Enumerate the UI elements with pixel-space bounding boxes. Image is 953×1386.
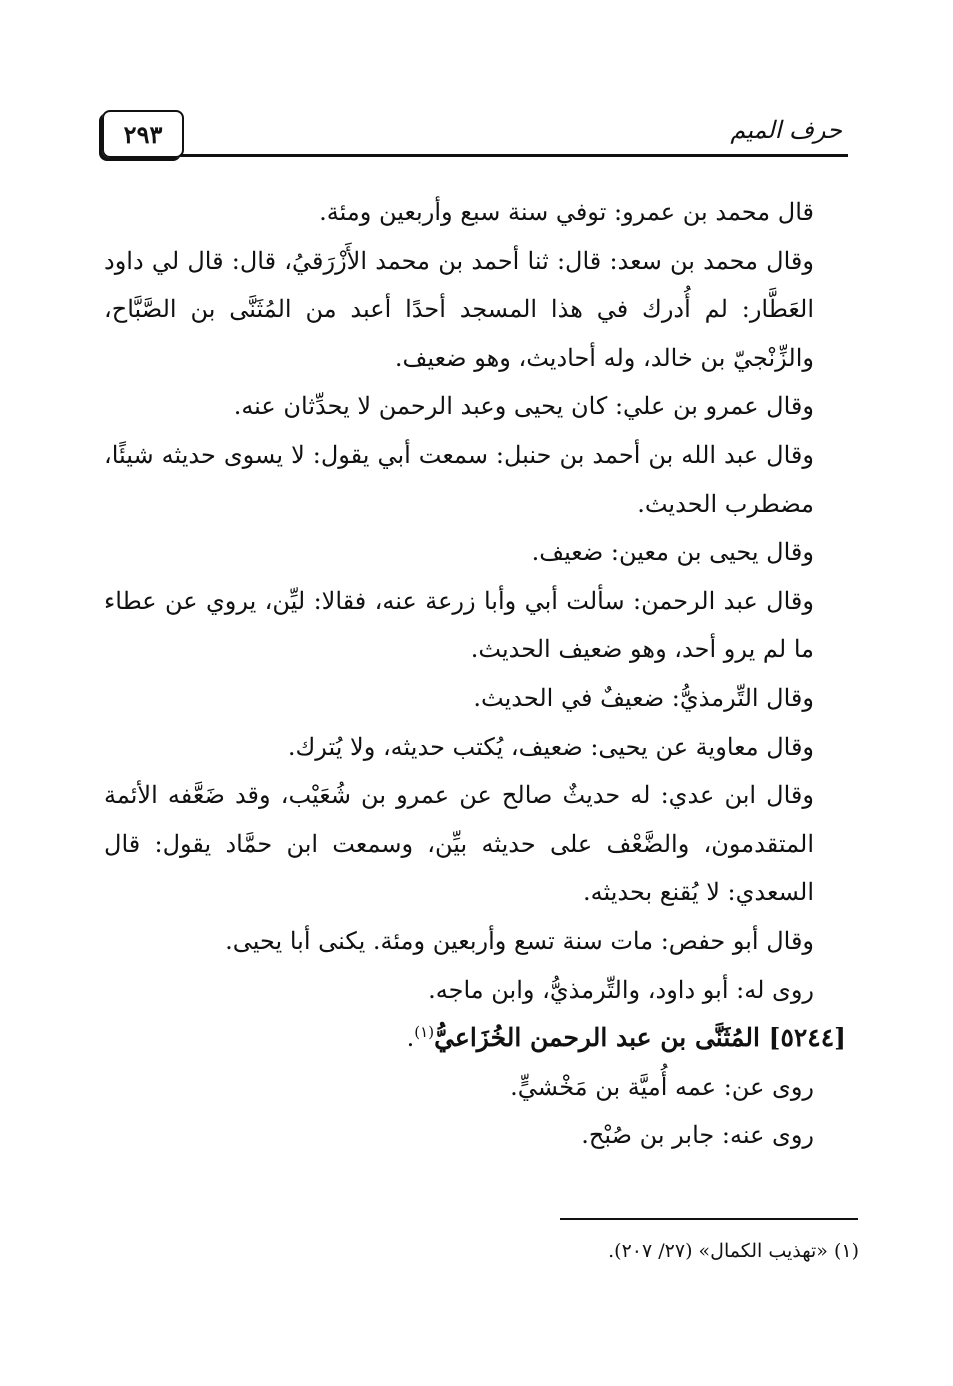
paragraph: وقال ابن عدي: له حديثٌ صالح عن عمرو بن شُعَيْب، وقد ضَعَّفه الأئمة المتقدمون، والضَّعْف على حديثه بيِّن، وسمعت ابن حمَّاد يقول: قال السعدي: لا يُقنع بحديثه. bbox=[104, 781, 814, 907]
paragraph: وقال التِّرمذيُّ: ضعيفٌ في الحديث. bbox=[473, 683, 814, 712]
paragraph: وقال أبو حفص: مات سنة تسع وأربعين ومئة. يكنى أبا يحيى. bbox=[225, 926, 814, 955]
header-rule bbox=[180, 154, 848, 157]
paragraph: روى عنه: جابر بن صُبْح. bbox=[581, 1121, 814, 1150]
footnote-marker[interactable]: (١) bbox=[414, 1023, 435, 1042]
paragraph: وقال عبد الرحمن: سألت أبي وأبا زرعة عنه، فقالا: ليِّن، يروي عن عطاء ما لم يرو أحد، وهو ضعيف الحديث. bbox=[104, 586, 814, 664]
footnote: (١) «تهذيب الكمال» (٢٧/ ٢٠٧). bbox=[608, 1240, 859, 1262]
paragraph: قال محمد بن عمرو: توفي سنة سبع وأربعين ومئة. bbox=[319, 198, 814, 226]
body-text bbox=[104, 188, 846, 1160]
paragraph: وقال معاوية عن يحيى: ضعيف، يُكتب حديثه، ولا يُترك. bbox=[287, 732, 814, 761]
paragraph: وقال يحيى بن معين: ضعيف. bbox=[531, 538, 814, 567]
paragraph: روى عن: عمه أُميَّة بن مَخْشيٍّ. bbox=[510, 1072, 814, 1101]
entry-heading-punct: . bbox=[406, 1024, 415, 1053]
entry-heading-line bbox=[104, 1014, 846, 1063]
footnote-rule bbox=[560, 1218, 858, 1220]
paragraph: وقال عمرو بن علي: كان يحيى وعبد الرحمن لا يحدِّثان عنه. bbox=[233, 392, 814, 421]
paragraph: وقال محمد بن سعد: قال: ثنا أحمد بن محمد الأَزْرَقيُ، قال: قال لي داود العَطَّار: لم أُدرك في هذا المسجد أحدًا أعبد من المُثَنَّى بن الصَّبَّاح، والزِّنْجيّ بن خالد، وله أحاديث، وهو ضعيف. bbox=[104, 246, 814, 372]
paragraph: وقال عبد الله بن أحمد بن حنبل: سمعت أبي يقول: لا يسوى حديثه شيئًا، مضطرب الحديث. bbox=[104, 440, 814, 518]
paragraph: روى له: أبو داود، والتِّرمذيُّ، وابن ماجه. bbox=[428, 975, 814, 1004]
page-header bbox=[100, 108, 848, 160]
page-number: ٢٩٣ bbox=[102, 110, 184, 158]
entry-heading: [٥٢٤٤] المُثَنَّى بن عبد الرحمن الخُزَاعيُّ bbox=[434, 1023, 846, 1053]
chapter-title: حرف الميم bbox=[730, 116, 842, 144]
